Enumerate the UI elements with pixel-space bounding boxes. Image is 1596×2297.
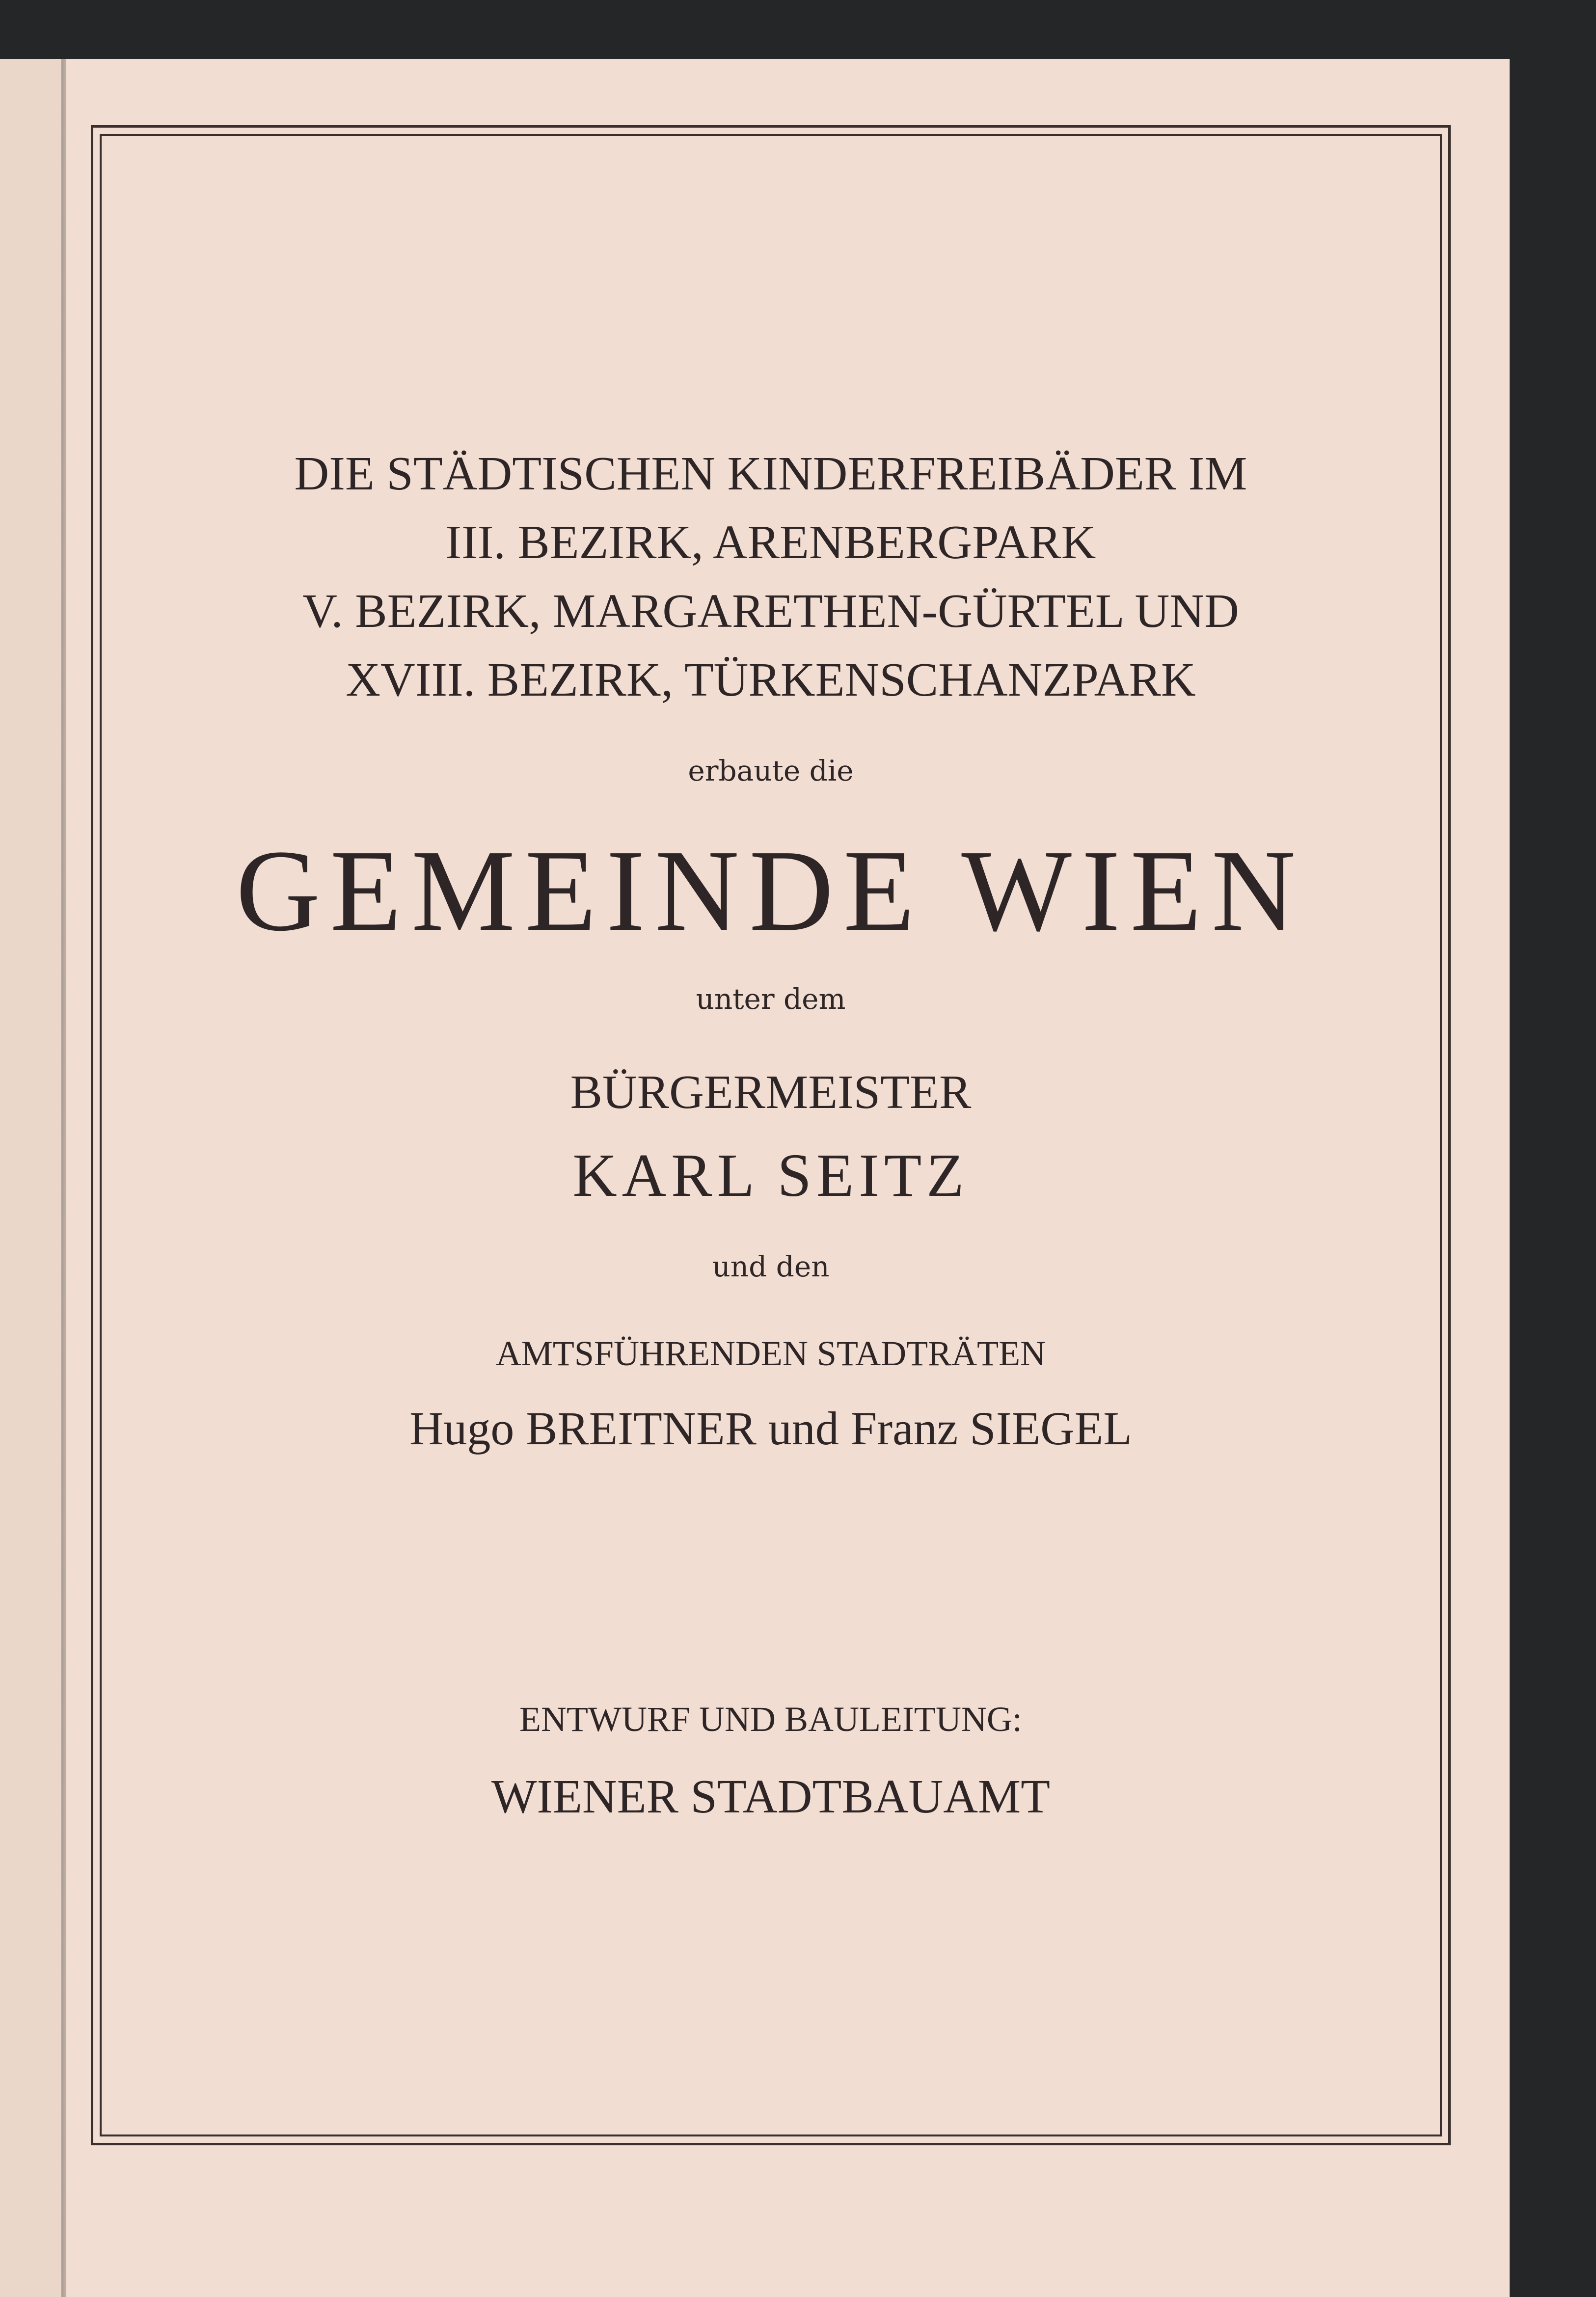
page-frame-inner	[100, 134, 1442, 2136]
under-text: unter dem	[696, 982, 846, 1016]
design-office: WIENER STADTBAUAMT	[491, 1770, 1051, 1823]
councillors-title: AMTSFÜHRENDEN STADTRÄTEN	[495, 1334, 1046, 1373]
councillors-names: Hugo BREITNER und Franz SIEGEL	[409, 1402, 1132, 1455]
heading-line-2: III. BEZIRK, ARENBERGPARK	[445, 516, 1096, 569]
left-page-edge	[0, 59, 61, 2297]
heading-line-1: DIE STÄDTISCHEN KINDERFREIBÄDER IM	[294, 447, 1247, 500]
mayor-name: KARL SEITZ	[572, 1142, 969, 1210]
mayor-title: BÜRGERMEISTER	[570, 1066, 972, 1119]
design-label: ENTWURF UND BAULEITUNG:	[519, 1700, 1022, 1739]
heading-line-4: XVIII. BEZIRK, TÜRKENSCHANZPARK	[346, 653, 1196, 706]
municipality-title: GEMEINDE WIEN	[236, 826, 1306, 955]
heading-line-3: V. BEZIRK, MARGARETHEN-GÜRTEL UND	[302, 585, 1239, 638]
built-by-text: erbaute die	[688, 754, 854, 787]
and-text: und den	[712, 1250, 830, 1283]
